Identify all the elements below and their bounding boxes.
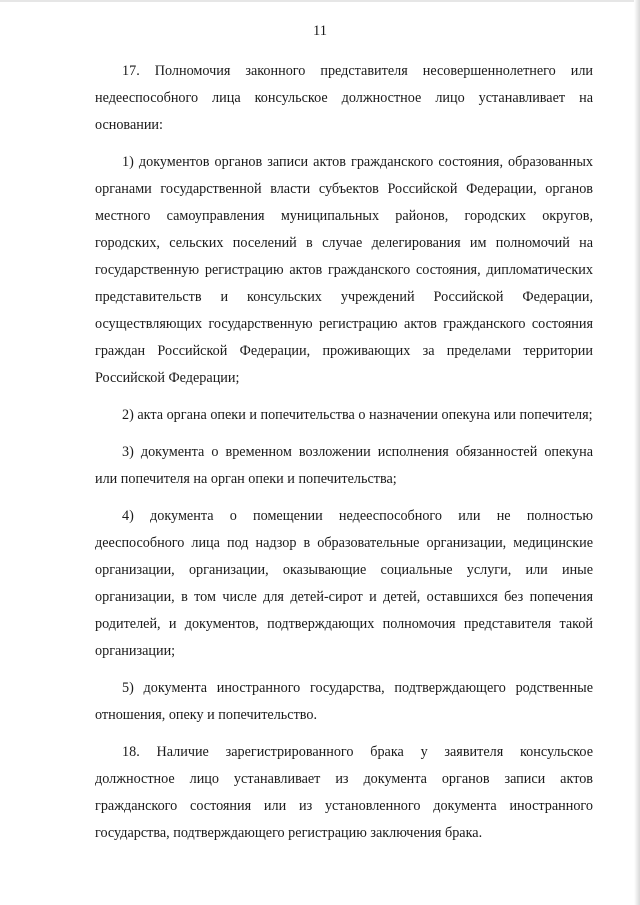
list-item-17-3: 3) документа о временном возложении исполнения обязанностей опекуна или попечителя на орган опеки и попечительства; <box>95 444 593 487</box>
list-item-17-2: 2) акта органа опеки и попечительства о назначении опекуна или попечителя; <box>122 407 593 423</box>
page-edge-top <box>0 0 640 2</box>
list-item-17-1: 1) документов органов записи актов гражданского состояния, образованных органами государственной власти субъектов Российской Федерации, органов местного самоуправления муниципальных районов, городских округов, городских, сельских поселений в случае делегирования им полномочий на государственную регистрацию актов гражданского состояния, дипломатических представительств и консульских учреждений Российской Федерации, осуществляющих государственную регистрацию актов гражданского состояния граждан Российской Федерации, проживающих за пределами территории Российской Федерации; <box>95 154 593 386</box>
page-number: 11 <box>313 23 327 39</box>
paragraph-18: 18. Наличие зарегистрированного брака у заявителя консульское должностное лицо устанавливает из документа органов записи актов гражданского состояния или из установленного документа иностранного государства, подтверждающего регистрацию заключения брака. <box>95 744 593 841</box>
page-edge-right <box>634 0 640 905</box>
paragraph-17: 17. Полномочия законного представителя несовершеннолетнего или недееспособного лица консульское должностное лицо устанавливает на основании: <box>95 63 593 133</box>
list-item-17-5: 5) документа иностранного государства, подтверждающего родственные отношения, опеку и попечительство. <box>95 680 593 723</box>
list-item-17-4: 4) документа о помещении недееспособного или не полностью дееспособного лица под надзор в образовательные организации, медицинские организации, организации, оказывающие социальные услуги, или иные организации, в том числе для детей-сирот и детей, оставшихся без попечения родителей, и документов, подтверждающих полномочия представителя такой организации; <box>95 508 593 659</box>
document-body <box>95 58 593 847</box>
